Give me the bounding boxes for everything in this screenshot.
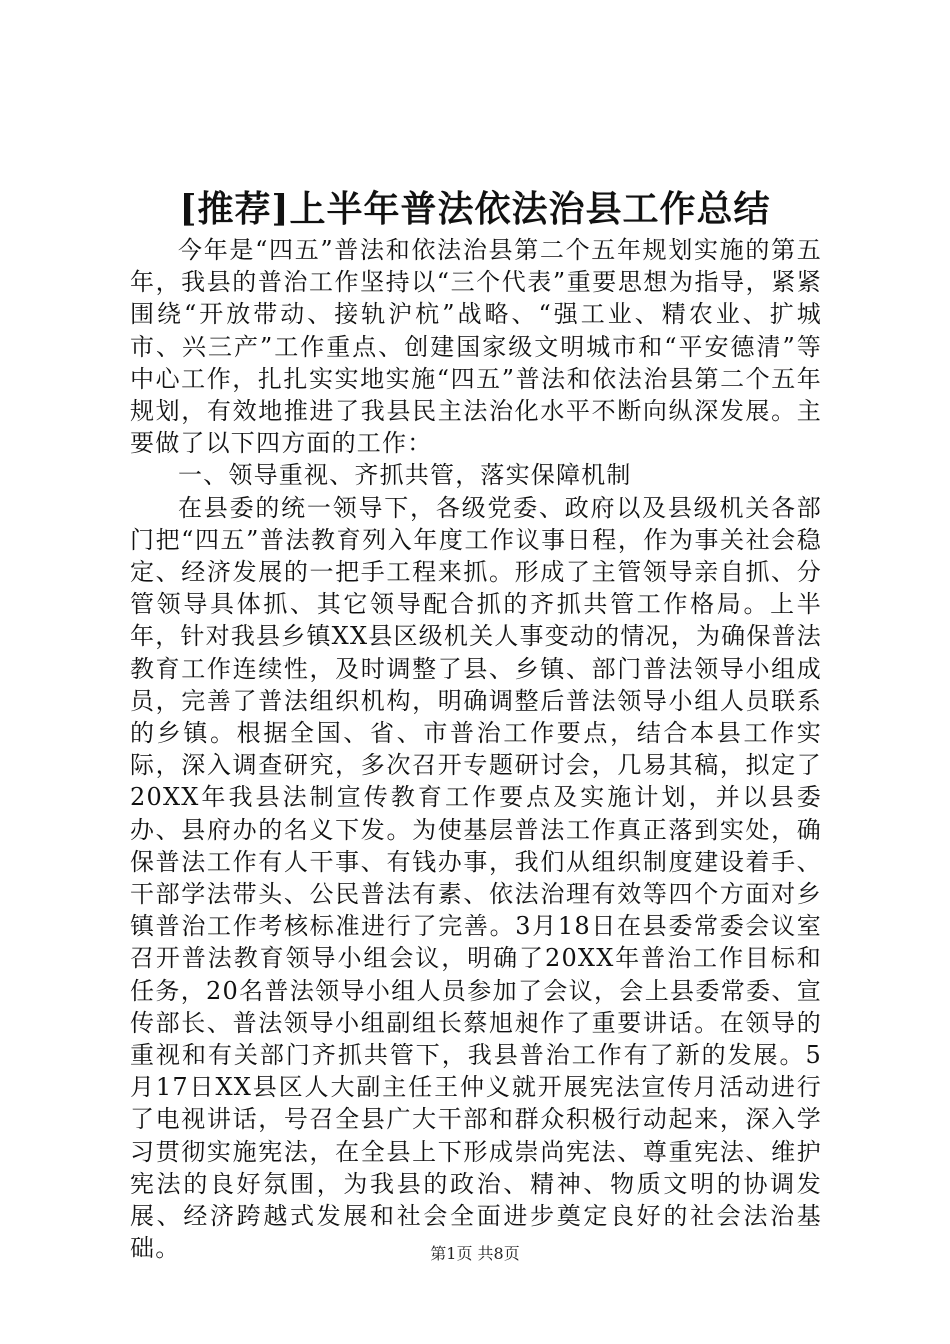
section-heading-1: 一、领导重视、齐抓共管，落实保障机制 (178, 461, 632, 490)
document-title: [推荐]上半年普法依法治县工作总结 (179, 188, 771, 230)
paragraph-intro: 今年是“四五”普法和依法治县第二个五年规划实施的第五年，我县的普治工作坚持以“三个代表”重要思想为指导，紧紧围绕“开放带动、接轨沪杭”战略、“强工业、精农业、扩城市、兴三产”工作重点、创建国家级文明城市和“平安德清”等中心工作，扎扎实实地实施“四五”普法和依法治县第二个五年规划，有效地推进了我县民主法治化水平不断向纵深发展。主要做了以下四方面的工作： (130, 236, 822, 458)
page-number-footer: 第1页 共8页 (430, 1244, 520, 1263)
document-body (130, 234, 822, 1265)
paragraph-section-1: 在县委的统一领导下，各级党委、政府以及县级机关各部门把“四五”普法教育列入年度工作议事日程，作为事关社会稳定、经济发展的一把手工程来抓。形成了主管领导亲自抓、分管领导具体抓、其它领导配合抓的齐抓共管工作格局。上半年，针对我县乡镇XX县区级机关人事变动的情况，为确保普法教育工作连续性，及时调整了县、乡镇、部门普法领导小组成员，完善了普法组织机构，明确调整后普法领导小组人员联系的乡镇。根据全国、省、市普治工作要点，结合本县工作实际，深入调查研究，多次召开专题研讨会，几易其稿，拟定了20XX年我县法制宣传教育工作要点及实施计划，并以县委办、县府办的名义下发。为使基层普法工作真正落到实处，确保普法工作有人干事、有钱办事，我们从组织制度建设着手、干部学法带头、公民普法有素、依法治理有效等四个方面对乡镇普治工作考核标准进行了完善。3月18日在县委常委会议室召开普法教育领导小组会议，明确了20XX年普治工作目标和任务，20名普法领导小组人员参加了会议，会上县委常委、宣传部长、普法领导小组副组长蔡旭昶作了重要讲话。在领导的重视和有关部门齐抓共管下，我县普治工作有了新的发展。5月17日XX县区人大副主任王仲义就开展宪法宣传月活动进行了电视讲话，号召全县广大干部和群众积极行动起来，深入学习贯彻实施宪法，在全县上下形成崇尚宪法、尊重宪法、维护宪法的良好氛围，为我县的政治、精神、物质文明的协调发展、经济跨越式发展和社会全面进步奠定良好的社会法治基础。 (130, 493, 822, 1263)
